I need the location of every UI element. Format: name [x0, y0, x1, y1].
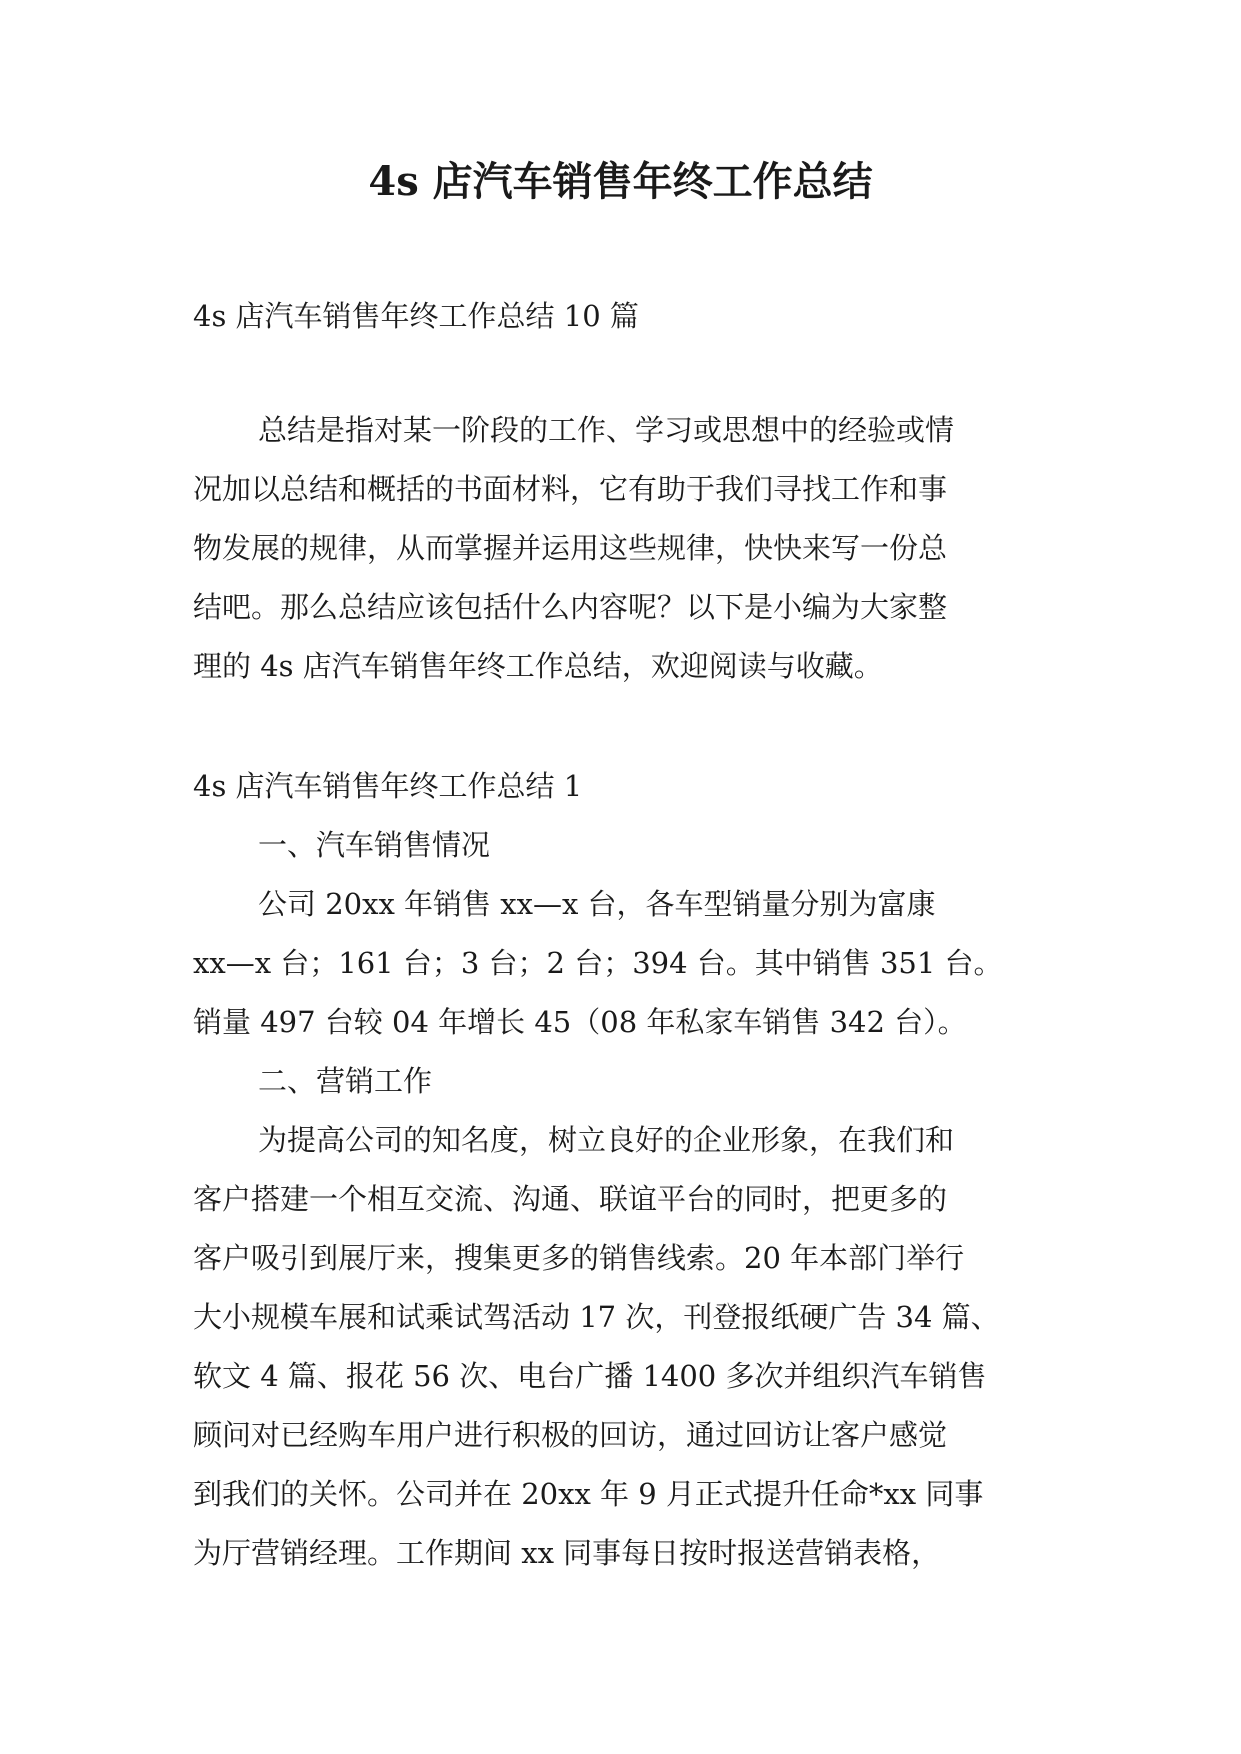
intro-line: 物发展的规律，从而掌握并运用这些规律，快快来写一份总 — [193, 531, 948, 565]
intro-line: 结吧。那么总结应该包括什么内容呢？以下是小编为大家整 — [193, 590, 948, 624]
intro-line: 总结是指对某一阶段的工作、学习或思想中的经验或情 — [258, 413, 955, 447]
marketing-line: 为提高公司的知名度，树立良好的企业形象，在我们和 — [258, 1123, 955, 1157]
marketing-line: 大小规模车展和试乘试驾活动 17 次，刊登报纸硬广告 34 篇、 — [193, 1300, 1000, 1334]
sales-line: xx—x 台；161 台；3 台；2 台；394 台。其中销售 351 台。 — [193, 946, 1003, 980]
document-subtitle: 4s 店汽车销售年终工作总结 10 篇 — [193, 299, 639, 333]
sales-line: 销量 497 台较 04 年增长 45（08 年私家车销售 342 台）。 — [193, 1005, 967, 1039]
intro-line: 况加以总结和概括的书面材料，它有助于我们寻找工作和事 — [193, 472, 948, 506]
sales-line: 公司 20xx 年销售 xx—x 台，各车型销量分别为富康 — [258, 887, 936, 921]
marketing-line: 客户吸引到展厅来，搜集更多的销售线索。20 年本部门举行 — [193, 1241, 965, 1275]
section-heading: 4s 店汽车销售年终工作总结 1 — [193, 769, 583, 803]
part2-heading: 二、营销工作 — [258, 1064, 433, 1098]
part1-heading: 一、汽车销售情况 — [258, 828, 491, 862]
intro-line: 理的 4s 店汽车销售年终工作总结，欢迎阅读与收藏。 — [193, 649, 883, 683]
marketing-line: 顾问对已经购车用户进行积极的回访，通过回访让客户感觉 — [193, 1418, 948, 1452]
marketing-line: 到我们的关怀。公司并在 20xx 年 9 月正式提升任命*xx 同事 — [193, 1477, 984, 1511]
marketing-line: 为厅营销经理。工作期间 xx 同事每日按时报送营销表格， — [193, 1536, 941, 1570]
document-title: 4s 店汽车销售年终工作总结 — [368, 158, 873, 205]
marketing-line: 软文 4 篇、报花 56 次、电台广播 1400 多次并组织汽车销售 — [193, 1359, 987, 1393]
marketing-line: 客户搭建一个相互交流、沟通、联谊平台的同时，把更多的 — [193, 1182, 948, 1216]
